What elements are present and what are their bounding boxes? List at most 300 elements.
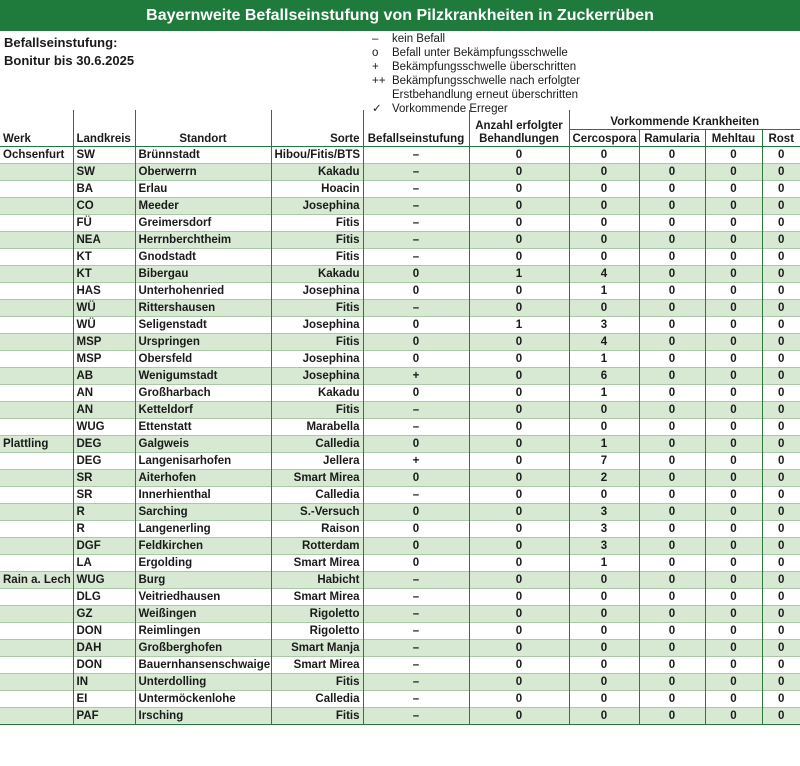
legend-symbol: o — [372, 47, 379, 59]
cell-rost: 0 — [762, 673, 800, 690]
cell-landkreis: WUG — [73, 571, 135, 588]
cell-rost: 0 — [762, 486, 800, 503]
cell-cercospora: 0 — [569, 214, 639, 231]
cell-sorte: Kakadu — [271, 384, 363, 401]
cell-befallseinstufung: – — [363, 605, 469, 622]
cell-standort: Urspringen — [135, 333, 271, 350]
cell-anzahl-behandlungen: 0 — [469, 622, 569, 639]
cell-standort: Burg — [135, 571, 271, 588]
legend-text: Vorkommende Erreger — [392, 103, 508, 115]
legend-symbol: ++ — [372, 75, 386, 87]
cell-sorte: Fitis — [271, 707, 363, 724]
cell-mehltau: 0 — [705, 588, 762, 605]
cell-rost: 0 — [762, 214, 800, 231]
cell-standort: Greimersdorf — [135, 214, 271, 231]
cell-befallseinstufung: 0 — [363, 384, 469, 401]
cell-befallseinstufung: – — [363, 163, 469, 180]
cell-werk — [0, 537, 73, 554]
cell-cercospora: 3 — [569, 503, 639, 520]
table-row — [0, 503, 800, 520]
cell-befallseinstufung: 0 — [363, 265, 469, 282]
cell-standort: Aiterhofen — [135, 469, 271, 486]
table-row — [0, 435, 800, 452]
cell-ramularia: 0 — [639, 282, 705, 299]
cell-befallseinstufung: 0 — [363, 554, 469, 571]
cell-landkreis: FÜ — [73, 214, 135, 231]
cell-ramularia: 0 — [639, 673, 705, 690]
cell-cercospora: 0 — [569, 622, 639, 639]
cell-werk — [0, 231, 73, 248]
table-row — [0, 163, 800, 180]
cell-mehltau: 0 — [705, 452, 762, 469]
cell-anzahl-behandlungen: 0 — [469, 571, 569, 588]
cell-werk — [0, 656, 73, 673]
cell-rost: 0 — [762, 418, 800, 435]
cell-werk — [0, 622, 73, 639]
table-row — [0, 639, 800, 656]
cell-rost: 0 — [762, 639, 800, 656]
cell-mehltau: 0 — [705, 384, 762, 401]
cell-werk — [0, 452, 73, 469]
cell-rost: 0 — [762, 469, 800, 486]
cell-rost: 0 — [762, 282, 800, 299]
legend-text: Bekämpfungsschwelle überschritten — [392, 61, 577, 73]
cell-landkreis: DEG — [73, 435, 135, 452]
cell-cercospora: 0 — [569, 146, 639, 163]
cell-anzahl-behandlungen: 0 — [469, 163, 569, 180]
cell-rost: 0 — [762, 316, 800, 333]
cell-anzahl-behandlungen: 0 — [469, 197, 569, 214]
cell-befallseinstufung: – — [363, 231, 469, 248]
cell-befallseinstufung: 0 — [363, 503, 469, 520]
cell-werk — [0, 333, 73, 350]
cell-standort: Bibergau — [135, 265, 271, 282]
cell-sorte: Josephina — [271, 197, 363, 214]
cell-cercospora: 0 — [569, 690, 639, 707]
legend-symbol: + — [372, 61, 379, 73]
cell-cercospora: 2 — [569, 469, 639, 486]
cell-landkreis: WÜ — [73, 316, 135, 333]
cell-sorte: Fitis — [271, 248, 363, 265]
cell-ramularia: 0 — [639, 690, 705, 707]
cell-sorte: Josephina — [271, 350, 363, 367]
header-ramularia: Ramularia — [639, 129, 705, 146]
cell-werk — [0, 418, 73, 435]
cell-anzahl-behandlungen: 0 — [469, 350, 569, 367]
cell-ramularia: 0 — [639, 401, 705, 418]
cell-anzahl-behandlungen: 0 — [469, 180, 569, 197]
cell-anzahl-behandlungen: 0 — [469, 707, 569, 724]
cell-rost: 0 — [762, 367, 800, 384]
cell-mehltau: 0 — [705, 248, 762, 265]
cell-ramularia: 0 — [639, 503, 705, 520]
cell-mehltau: 0 — [705, 282, 762, 299]
cell-cercospora: 1 — [569, 350, 639, 367]
cell-cercospora: 0 — [569, 656, 639, 673]
cell-mehltau: 0 — [705, 503, 762, 520]
cell-mehltau: 0 — [705, 418, 762, 435]
table-row — [0, 299, 800, 316]
befall-table — [0, 110, 800, 725]
cell-werk — [0, 690, 73, 707]
cell-werk: Rain a. Lech — [0, 571, 73, 588]
cell-mehltau: 0 — [705, 197, 762, 214]
cell-cercospora: 0 — [569, 571, 639, 588]
table-row — [0, 401, 800, 418]
cell-standort: Oberwerrn — [135, 163, 271, 180]
cell-anzahl-behandlungen: 0 — [469, 435, 569, 452]
header-cercospora: Cercospora — [569, 129, 639, 146]
cell-anzahl-behandlungen: 0 — [469, 384, 569, 401]
cell-mehltau: 0 — [705, 537, 762, 554]
cell-befallseinstufung: – — [363, 299, 469, 316]
check-icon: ✓ — [372, 103, 382, 115]
cell-sorte: Calledia — [271, 690, 363, 707]
cell-werk — [0, 197, 73, 214]
table-row — [0, 537, 800, 554]
cell-cercospora: 3 — [569, 537, 639, 554]
cell-sorte: Rotterdam — [271, 537, 363, 554]
cell-werk — [0, 384, 73, 401]
cell-standort: Innerhienthal — [135, 486, 271, 503]
cell-werk — [0, 503, 73, 520]
cell-werk — [0, 299, 73, 316]
cell-cercospora: 0 — [569, 248, 639, 265]
cell-mehltau: 0 — [705, 639, 762, 656]
cell-anzahl-behandlungen: 0 — [469, 588, 569, 605]
cell-standort: Erlau — [135, 180, 271, 197]
cell-mehltau: 0 — [705, 571, 762, 588]
cell-mehltau: 0 — [705, 367, 762, 384]
cell-sorte: Josephina — [271, 367, 363, 384]
table-row — [0, 231, 800, 248]
cell-landkreis: DAH — [73, 639, 135, 656]
legend-text: Bekämpfungsschwelle nach erfolgter — [392, 75, 580, 87]
table-row — [0, 588, 800, 605]
cell-befallseinstufung: – — [363, 571, 469, 588]
cell-rost: 0 — [762, 571, 800, 588]
cell-anzahl-behandlungen: 0 — [469, 231, 569, 248]
table-row — [0, 469, 800, 486]
cell-befallseinstufung: 0 — [363, 282, 469, 299]
cell-befallseinstufung: + — [363, 452, 469, 469]
cell-landkreis: EI — [73, 690, 135, 707]
cell-anzahl-behandlungen: 1 — [469, 316, 569, 333]
cell-mehltau: 0 — [705, 231, 762, 248]
cell-befallseinstufung: – — [363, 588, 469, 605]
cell-landkreis: MSP — [73, 333, 135, 350]
cell-ramularia: 0 — [639, 163, 705, 180]
cell-mehltau: 0 — [705, 180, 762, 197]
legend-text: Befall unter Bekämpfungsschwelle — [392, 47, 568, 59]
cell-sorte: Hoacin — [271, 180, 363, 197]
cell-befallseinstufung: – — [363, 690, 469, 707]
cell-cercospora: 0 — [569, 707, 639, 724]
table-row — [0, 367, 800, 384]
cell-rost: 0 — [762, 180, 800, 197]
cell-mehltau: 0 — [705, 673, 762, 690]
cell-werk: Plattling — [0, 435, 73, 452]
cell-cercospora: 0 — [569, 588, 639, 605]
cell-standort: Rittershausen — [135, 299, 271, 316]
cell-sorte: Smart Mirea — [271, 469, 363, 486]
cell-werk — [0, 673, 73, 690]
cell-ramularia: 0 — [639, 384, 705, 401]
cell-landkreis: SR — [73, 469, 135, 486]
cell-standort: Bauernhansenschwaige — [135, 656, 271, 673]
cell-landkreis: BA — [73, 180, 135, 197]
cell-anzahl-behandlungen: 0 — [469, 554, 569, 571]
cell-standort: Irsching — [135, 707, 271, 724]
legend — [372, 32, 580, 116]
cell-befallseinstufung: – — [363, 656, 469, 673]
cell-standort: Großharbach — [135, 384, 271, 401]
header-vorkommende-krankheiten: Vorkommende Krankheiten — [569, 110, 800, 129]
cell-werk — [0, 486, 73, 503]
subtitle-bonitur-date: Bonitur bis 30.6.2025 — [4, 53, 135, 68]
cell-mehltau: 0 — [705, 265, 762, 282]
table-row — [0, 690, 800, 707]
cell-befallseinstufung: – — [363, 622, 469, 639]
cell-ramularia: 0 — [639, 622, 705, 639]
cell-werk — [0, 520, 73, 537]
cell-befallseinstufung: + — [363, 367, 469, 384]
cell-landkreis: DEG — [73, 452, 135, 469]
subtitle-befallseinstufung: Befallseinstufung: — [4, 35, 118, 50]
cell-mehltau: 0 — [705, 333, 762, 350]
cell-landkreis: WÜ — [73, 299, 135, 316]
cell-landkreis: SR — [73, 486, 135, 503]
cell-werk — [0, 639, 73, 656]
cell-werk — [0, 282, 73, 299]
cell-ramularia: 0 — [639, 248, 705, 265]
legend-text: kein Befall — [392, 33, 446, 45]
cell-landkreis: LA — [73, 554, 135, 571]
cell-anzahl-behandlungen: 1 — [469, 265, 569, 282]
cell-cercospora: 1 — [569, 435, 639, 452]
cell-landkreis: DON — [73, 622, 135, 639]
cell-cercospora: 1 — [569, 282, 639, 299]
table-row — [0, 282, 800, 299]
cell-anzahl-behandlungen: 0 — [469, 690, 569, 707]
cell-sorte: Fitis — [271, 231, 363, 248]
cell-anzahl-behandlungen: 0 — [469, 639, 569, 656]
cell-rost: 0 — [762, 384, 800, 401]
cell-befallseinstufung: – — [363, 707, 469, 724]
table-row — [0, 520, 800, 537]
cell-standort: Langenerling — [135, 520, 271, 537]
cell-rost: 0 — [762, 452, 800, 469]
table-row — [0, 384, 800, 401]
cell-ramularia: 0 — [639, 639, 705, 656]
cell-rost: 0 — [762, 588, 800, 605]
cell-anzahl-behandlungen: 0 — [469, 401, 569, 418]
cell-standort: Sarching — [135, 503, 271, 520]
table-row — [0, 316, 800, 333]
cell-sorte: Calledia — [271, 486, 363, 503]
header-werk: Werk — [0, 110, 73, 146]
cell-anzahl-behandlungen: 0 — [469, 656, 569, 673]
cell-anzahl-behandlungen: 0 — [469, 214, 569, 231]
cell-landkreis: NEA — [73, 231, 135, 248]
cell-ramularia: 0 — [639, 452, 705, 469]
cell-landkreis: SW — [73, 146, 135, 163]
cell-ramularia: 0 — [639, 605, 705, 622]
cell-ramularia: 0 — [639, 707, 705, 724]
cell-mehltau: 0 — [705, 554, 762, 571]
cell-landkreis: AN — [73, 401, 135, 418]
cell-anzahl-behandlungen: 0 — [469, 367, 569, 384]
header-anzahl-behandlungen: Anzahl erfolgter Behandlungen — [469, 110, 569, 146]
table-row — [0, 707, 800, 724]
cell-ramularia: 0 — [639, 350, 705, 367]
cell-rost: 0 — [762, 248, 800, 265]
cell-sorte: Smart Mirea — [271, 588, 363, 605]
cell-rost: 0 — [762, 537, 800, 554]
cell-sorte: Calledia — [271, 435, 363, 452]
table-row — [0, 571, 800, 588]
legend-symbol: – — [372, 33, 379, 45]
cell-anzahl-behandlungen: 0 — [469, 146, 569, 163]
cell-ramularia: 0 — [639, 197, 705, 214]
table-row — [0, 418, 800, 435]
cell-befallseinstufung: – — [363, 401, 469, 418]
cell-anzahl-behandlungen: 0 — [469, 520, 569, 537]
header-mehltau: Mehltau — [705, 129, 762, 146]
cell-cercospora: 0 — [569, 418, 639, 435]
cell-anzahl-behandlungen: 0 — [469, 299, 569, 316]
cell-standort: Brünnstadt — [135, 146, 271, 163]
cell-rost: 0 — [762, 605, 800, 622]
cell-landkreis: HAS — [73, 282, 135, 299]
cell-werk — [0, 350, 73, 367]
cell-standort: Wenigumstadt — [135, 367, 271, 384]
table-row — [0, 452, 800, 469]
cell-cercospora: 0 — [569, 197, 639, 214]
cell-standort: Ettenstatt — [135, 418, 271, 435]
cell-landkreis: MSP — [73, 350, 135, 367]
header-rost: Rost — [762, 129, 800, 146]
cell-mehltau: 0 — [705, 316, 762, 333]
cell-befallseinstufung: – — [363, 248, 469, 265]
cell-standort: Langenisarhofen — [135, 452, 271, 469]
cell-sorte: Fitis — [271, 333, 363, 350]
legend-item — [372, 74, 580, 88]
cell-standort: Weißingen — [135, 605, 271, 622]
cell-cercospora: 6 — [569, 367, 639, 384]
cell-sorte: Fitis — [271, 299, 363, 316]
cell-mehltau: 0 — [705, 469, 762, 486]
cell-mehltau: 0 — [705, 435, 762, 452]
cell-anzahl-behandlungen: 0 — [469, 503, 569, 520]
cell-ramularia: 0 — [639, 418, 705, 435]
cell-rost: 0 — [762, 520, 800, 537]
cell-ramularia: 0 — [639, 367, 705, 384]
cell-ramularia: 0 — [639, 435, 705, 452]
cell-werk — [0, 316, 73, 333]
cell-werk — [0, 469, 73, 486]
cell-mehltau: 0 — [705, 299, 762, 316]
cell-standort: Gnodstadt — [135, 248, 271, 265]
cell-werk — [0, 554, 73, 571]
cell-landkreis: KT — [73, 265, 135, 282]
cell-sorte: Rigoletto — [271, 605, 363, 622]
cell-sorte: Josephina — [271, 282, 363, 299]
cell-landkreis: AN — [73, 384, 135, 401]
cell-sorte: Smart Manja — [271, 639, 363, 656]
cell-werk — [0, 367, 73, 384]
cell-mehltau: 0 — [705, 350, 762, 367]
cell-landkreis: PAF — [73, 707, 135, 724]
cell-standort: Ergolding — [135, 554, 271, 571]
cell-ramularia: 0 — [639, 265, 705, 282]
cell-rost: 0 — [762, 333, 800, 350]
cell-ramularia: 0 — [639, 588, 705, 605]
cell-befallseinstufung: 0 — [363, 350, 469, 367]
cell-standort: Obersfeld — [135, 350, 271, 367]
cell-anzahl-behandlungen: 0 — [469, 282, 569, 299]
cell-ramularia: 0 — [639, 469, 705, 486]
cell-werk — [0, 163, 73, 180]
cell-rost: 0 — [762, 690, 800, 707]
cell-befallseinstufung: – — [363, 214, 469, 231]
cell-standort: Herrnberchtheim — [135, 231, 271, 248]
cell-landkreis: KT — [73, 248, 135, 265]
cell-sorte: S.-Versuch — [271, 503, 363, 520]
cell-cercospora: 4 — [569, 265, 639, 282]
table-row — [0, 656, 800, 673]
legend-text: Erstbehandlung erneut überschritten — [392, 89, 579, 101]
table-row — [0, 673, 800, 690]
cell-befallseinstufung: – — [363, 486, 469, 503]
cell-ramularia: 0 — [639, 316, 705, 333]
legend-item — [372, 32, 580, 46]
cell-cercospora: 3 — [569, 316, 639, 333]
cell-standort: Ketteldorf — [135, 401, 271, 418]
cell-anzahl-behandlungen: 0 — [469, 537, 569, 554]
cell-standort: Großberghofen — [135, 639, 271, 656]
cell-standort: Seligenstadt — [135, 316, 271, 333]
cell-sorte: Smart Mirea — [271, 656, 363, 673]
table-body — [0, 146, 800, 724]
cell-ramularia: 0 — [639, 656, 705, 673]
table-row — [0, 197, 800, 214]
cell-cercospora: 0 — [569, 180, 639, 197]
header-befallseinstufung: Befallseinstufung — [363, 110, 469, 146]
cell-sorte: Habicht — [271, 571, 363, 588]
cell-landkreis: DLG — [73, 588, 135, 605]
cell-rost: 0 — [762, 554, 800, 571]
cell-sorte: Fitis — [271, 401, 363, 418]
cell-cercospora: 1 — [569, 384, 639, 401]
cell-mehltau: 0 — [705, 146, 762, 163]
cell-standort: Galgweis — [135, 435, 271, 452]
cell-mehltau: 0 — [705, 520, 762, 537]
cell-befallseinstufung: – — [363, 673, 469, 690]
cell-anzahl-behandlungen: 0 — [469, 452, 569, 469]
header-landkreis: Landkreis — [73, 110, 135, 146]
cell-befallseinstufung: 0 — [363, 435, 469, 452]
cell-rost: 0 — [762, 197, 800, 214]
table-row — [0, 146, 800, 163]
cell-sorte: Fitis — [271, 214, 363, 231]
cell-standort: Unterdolling — [135, 673, 271, 690]
table-row — [0, 333, 800, 350]
cell-landkreis: WUG — [73, 418, 135, 435]
cell-werk — [0, 214, 73, 231]
cell-befallseinstufung: 0 — [363, 316, 469, 333]
cell-werk: Ochsenfurt — [3, 148, 65, 161]
